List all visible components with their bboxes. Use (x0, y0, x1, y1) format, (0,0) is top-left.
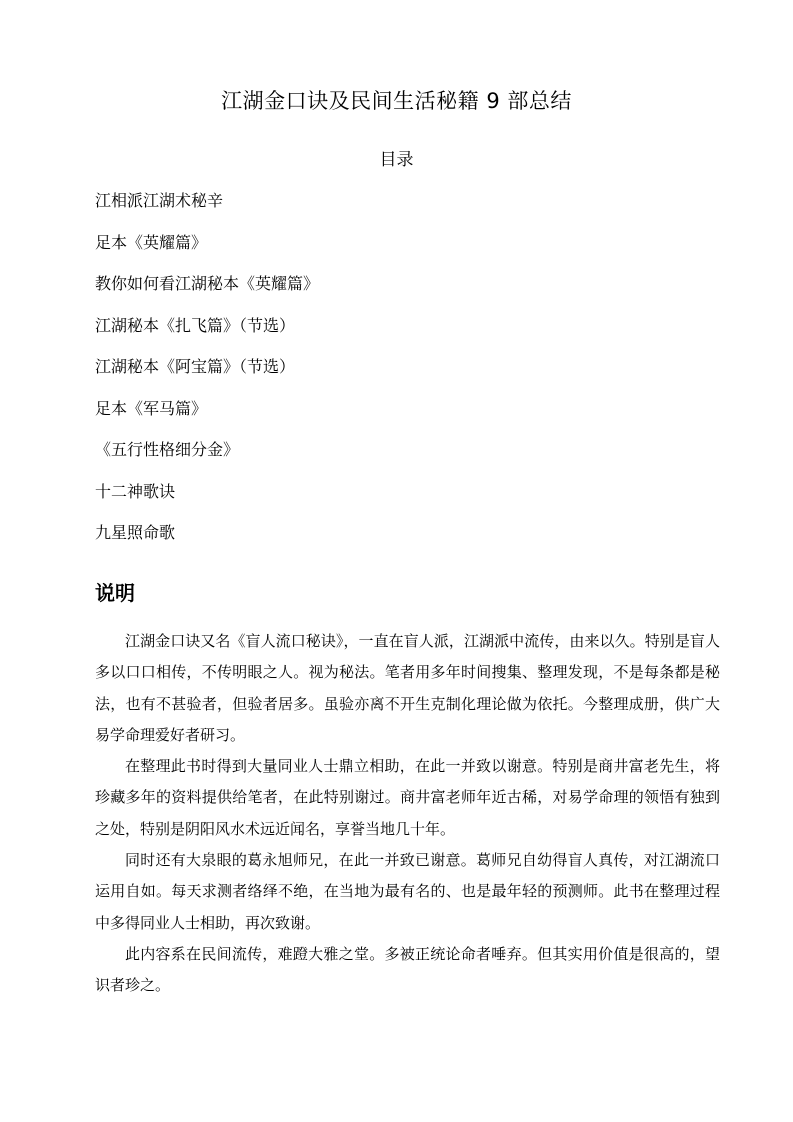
section-body (95, 626, 720, 1002)
toc-item: 《五行性格细分金》 (95, 440, 240, 459)
toc-item: 九星照命歌 (95, 523, 176, 542)
section-heading: 说明 (95, 581, 135, 605)
toc-item: 教你如何看江湖秘本《英耀篇》 (95, 274, 320, 293)
toc-item: 江湖秘本《阿宝篇》（节选） (95, 357, 296, 376)
toc-item: 足本《英耀篇》 (95, 232, 208, 252)
toc-item: 江相派江湖术秘辛 (95, 191, 224, 210)
toc-heading: 目录 (379, 150, 414, 170)
paragraph: 此内容系在民间流传，难蹬大雅之堂。多被正统论命者唾弃。但其实用价值是很高的，望识者珍之。 (95, 944, 720, 995)
toc-item: 足本《军马篇》 (95, 398, 208, 418)
paragraph: 江湖金口诀又名《盲人流口秘诀》，一直在盲人派，江湖派中流传，由来以久。特别是盲人多以口口相传，不传明眼之人。视为秘法。笔者用多年时间搜集、整理发现，不是每条都是秘法，也有不甚验者，但验者居多。虽验亦离不开生克制化理论做为依托。今整理成册，供广大易学命理爱好者研习。 (95, 632, 720, 744)
table-of-contents (95, 188, 319, 562)
document-title: 江湖金口诀及民间生活秘籍 9 部总结 (221, 89, 572, 113)
paragraph: 在整理此书时得到大量同业人士鼎立相助，在此一并致以谢意。特别是商井富老先生，将珍藏多年的资料提供给笔者，在此特别谢过。商井富老师年近古稀，对易学命理的领悟有独到之处，特别是阴阳风水术远近闻名，享誉当地几十年。 (95, 757, 720, 838)
toc-item: 十二神歌诀 (95, 481, 176, 501)
paragraph: 同时还有大泉眼的葛永旭师兄，在此一并致已谢意。葛师兄自幼得盲人真传，对江湖流口运用自如。每天求测者络绎不绝，在当地为最有名的、也是最年轻的预测师。此书在整理过程中多得同业人士相助，再次致谢。 (95, 851, 720, 932)
toc-item: 江湖秘本《扎飞篇》（节选） (95, 315, 296, 335)
